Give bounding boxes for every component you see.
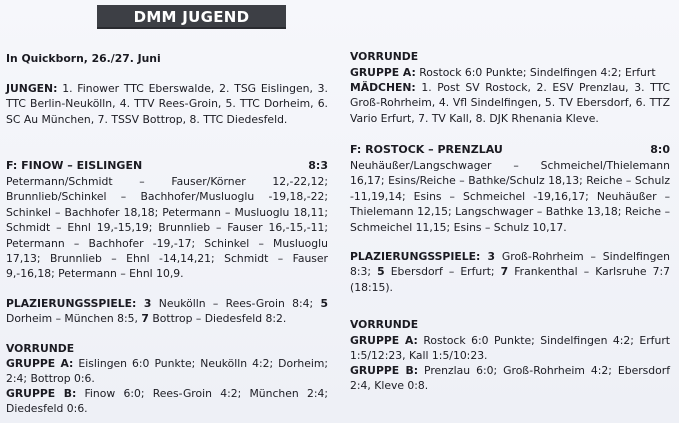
- girls-vorrunde-top-label: VORRUNDE: [350, 50, 419, 63]
- maedchen-ranking: 1. Post SV Rostock, 2. ESV Prenzlau, 3. TTC Groß-Rohrheim, 4. Vfl Sindelfingen, 5. TV Ebersdorf, 6. TTZ Vario Erfurt, 7. TV Kall, 8. DJK Rhenania Kleve.: [350, 81, 670, 125]
- girls-gruppe-b-label: GRUPPE B:: [350, 364, 419, 377]
- girls-final-score: 8:0: [650, 143, 670, 156]
- boys-final-header: [6, 158, 328, 173]
- boys-final-score: 8:3: [308, 159, 328, 172]
- girls-placement-3: Groß-Rohrheim – Sindelfingen 8:3;: [350, 250, 670, 279]
- girls-gruppe-a: [350, 333, 670, 364]
- girls-gruppe-a-top: [350, 65, 670, 80]
- boys-final-matches: [6, 174, 328, 282]
- boys-placement-7-num: 7: [141, 312, 149, 326]
- girls-placement-7-num: 7: [500, 265, 509, 279]
- jungen-ranking: 1. Finower TTC Eberswalde, 2. TSG Eislingen, 3. TTC Berlin-Neukölln, 4. TTV Rees-Groin, 5. TTC Dorheim, 6. SC Au München, 7. TSSV Bottrop, 8. TTC Diedesfeld.: [6, 82, 328, 126]
- boys-placement: [6, 296, 328, 327]
- boys-placement-5-num: 5: [320, 297, 328, 310]
- girls-placement: [350, 249, 670, 295]
- girls-vorrunde: [350, 317, 670, 332]
- girls-gruppe-a-top-text: Rostock 6:0 Punkte; Sindelfingen 4:2; Erfurt: [415, 66, 656, 79]
- girls-placement-label: PLAZIERUNGSSPIELE: 3: [350, 250, 496, 263]
- section-banner: [97, 5, 286, 29]
- boys-gruppe-a-text: Eislingen 6:0 Punkte; Neukölln 4:2; Dorheim; 2:4; Bottrop 0:6.: [6, 357, 328, 386]
- jungen-results: [6, 81, 328, 127]
- boys-gruppe-b-text: Finow 6:0; Rees-Groin 4:2; München 2:4; Diedesfeld 0:6.: [6, 387, 328, 416]
- boys-placement-label: PLAZIERUNGSSPIELE: 3: [6, 297, 152, 310]
- boys-placement-3: Neukölln – Rees-Groin 8:4;: [151, 297, 321, 310]
- location-text: In Quickborn, 26./27. Juni: [6, 52, 161, 65]
- girls-placement-5-num: 5: [377, 265, 385, 279]
- girls-gruppe-b: [350, 363, 670, 394]
- girls-final-text: Neuhäußer/Langschwager – Schmeichel/Thielemann 16,17; Esins/Reiche – Bathke/Schulz 18,13; Reiche – Schulz -11,19,14; Esins – Schmeichel -19,16,17; Neuhäußer – Thielemann 12,15; Langschwager – Bathke 13,18; Reiche – Schmeichel 11,15; Esins – Schulz 10,17.: [350, 159, 670, 234]
- jungen-label: JUNGEN:: [6, 82, 58, 95]
- girls-placement-5: Ebersdorf – Erfurt;: [384, 265, 501, 279]
- boys-placement-7: Bottrop – Diedesfeld 8:2.: [148, 312, 287, 326]
- girls-gruppe-a-top-label: GRUPPE A:: [350, 66, 416, 79]
- girls-final-header: [350, 142, 670, 157]
- girls-placement-7: Frankenthal – Karlsruhe 7:7 (18:15).: [350, 265, 670, 294]
- boys-gruppe-a-label: GRUPPE A:: [6, 357, 74, 370]
- boys-vorrunde-label: VORRUNDE: [6, 342, 75, 355]
- boys-gruppe-b: [6, 386, 328, 417]
- girls-gruppe-b-text: Prenzlau 6:0; Groß-Rohrheim 4:2; Ebersdorf 2:4, Kleve 0:8.: [350, 364, 670, 393]
- boys-final-text: Petermann/Schmidt – Fauser/Körner 12,-22,12; Brunnlieb/Schinkel – Bachhofer/Musluoglu -19,18,-22; Schinkel – Bachhofer 18,18; Petermann – Musluoglu 18,11; Schmidt – Ehnl 19,-15,19; Brunnlieb – Fauser 16,-15,-11; Petermann – Bachhofer -19,-17; Schinkel – Musluoglu 17,13; Brunnlieb – Ehnl -14,14,21; Schmidt – Fauser 9,-16,18; Petermann – Ehnl 10,9.: [6, 175, 328, 281]
- boys-final-label: F: FINOW – EISLINGEN: [6, 159, 143, 172]
- girls-gruppe-a-label: GRUPPE A:: [350, 334, 418, 347]
- boys-gruppe-a: [6, 356, 328, 387]
- maedchen-results: [350, 80, 670, 126]
- boys-gruppe-b-label: GRUPPE B:: [6, 387, 77, 400]
- boys-placement-5: Dorheim – München 8:5,: [6, 312, 142, 326]
- girls-vorrunde-top: [350, 49, 670, 64]
- girls-vorrunde-label: VORRUNDE: [350, 318, 419, 331]
- boys-vorrunde: [6, 341, 328, 356]
- girls-gruppe-a-text: Rostock 6:0 Punkte; Sindelfingen 4:2; Erfurt 1:5/12:23, Kall 1:5/10:23.: [350, 334, 670, 363]
- banner-title: DMM JUGEND: [133, 8, 250, 26]
- location-line: [6, 51, 328, 66]
- girls-final-label: F: ROSTOCK – PRENZLAU: [350, 143, 503, 156]
- girls-final-matches: [350, 158, 670, 235]
- maedchen-label: MÄDCHEN:: [350, 81, 416, 94]
